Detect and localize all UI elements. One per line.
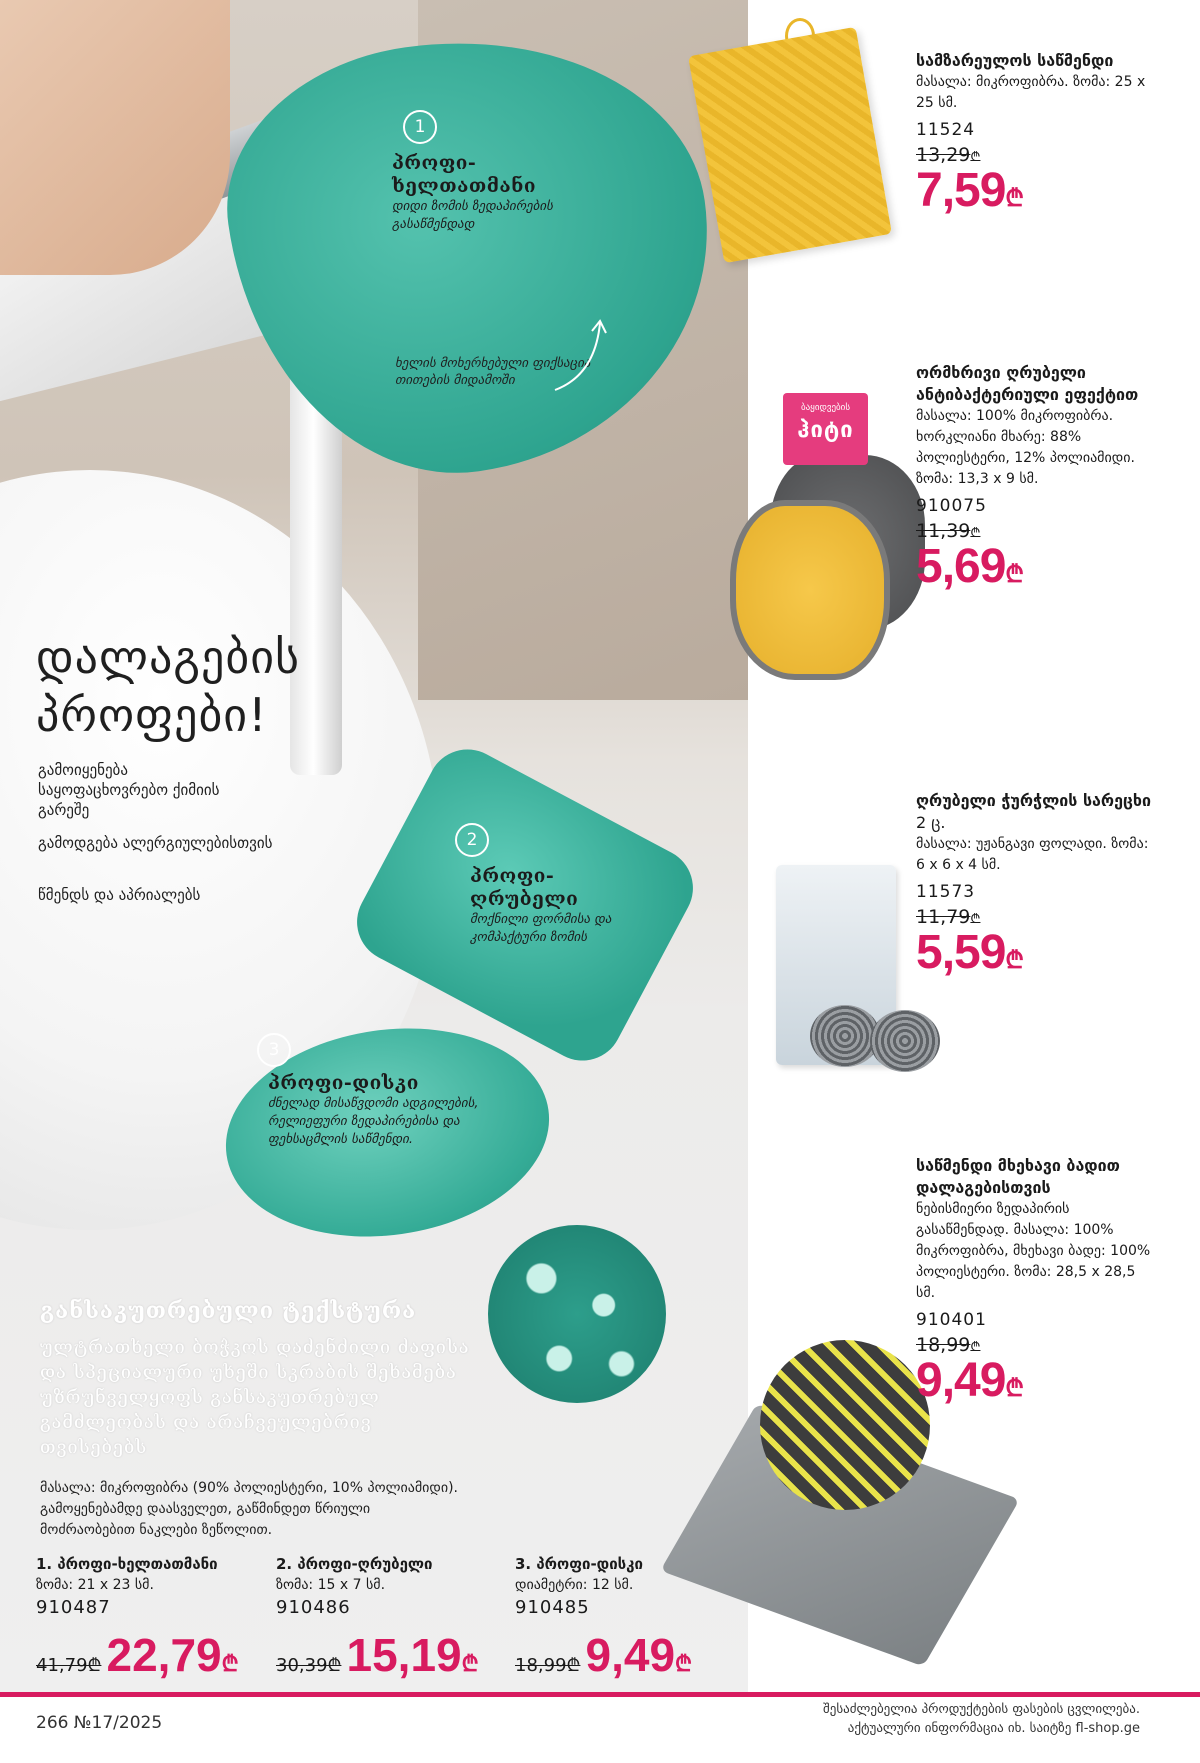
badge-main-text: ჰიტი — [797, 418, 854, 443]
hero-headline-line1: დალაგების — [36, 630, 301, 684]
product-desc: მასალა: უჟანგავი ფოლადი. ზომა: 6 x 6 x 4 სმ. — [916, 836, 1149, 873]
arrow-icon — [550, 315, 610, 395]
product-code: 910075 — [916, 496, 987, 516]
footer-note-line: შესაძლებელია პროდუქტების ფასების ცვლილება. — [823, 1702, 1140, 1717]
label-number-3: 3 — [257, 1033, 291, 1067]
label-sponge-desc: მოქნილი ფორმისა და კომპაქტური ზომის — [470, 912, 612, 945]
product-name: სამზარეულოს საწმენდი — [916, 51, 1114, 70]
benefit-item: წმენდს და აპრიალებს — [38, 886, 201, 904]
hand-image — [0, 0, 230, 275]
label-disc-name: პროფი-დისკი — [268, 1072, 419, 1094]
new-price: 22,79 — [106, 1629, 222, 1681]
bottom-product — [276, 1555, 432, 1618]
product-quantity: 2 ც. — [916, 813, 946, 832]
new-price-value: 5,69 — [916, 540, 1006, 593]
currency-symbol: ₾ — [566, 1655, 581, 1676]
product-price — [515, 1628, 692, 1682]
product-size: დიამეტრი: 12 სმ. — [515, 1577, 634, 1593]
label-number-1: 1 — [403, 110, 437, 144]
texture-title: განსაკუთრებული ტექსტურა — [40, 1298, 417, 1324]
old-price: 30,39 — [276, 1655, 328, 1676]
currency-symbol: ₾ — [87, 1655, 102, 1676]
currency-symbol: ₾ — [970, 912, 981, 927]
hand-note: ხელის მოხერხებული ფიქსაცია თითების მიდამოში — [395, 356, 591, 388]
hero-headline-line2: პროფები! — [36, 688, 268, 742]
new-price — [916, 1356, 1156, 1414]
label-disc-desc: ძნელად მისაწვდომი ადგილების, რელიეფური ზედაპირებისა და ფეხსაცმლის საწმენდი. — [268, 1096, 479, 1147]
old-price — [916, 144, 1156, 166]
old-price — [916, 1334, 1156, 1356]
old-price: 18,99 — [515, 1655, 567, 1676]
new-price-value: 7,59 — [916, 164, 1006, 217]
label-mitt-desc: დიდი ზომის ზედაპირების გასაწმენდად — [392, 199, 553, 232]
product-price — [36, 1628, 239, 1682]
page-number — [36, 1713, 162, 1733]
sponge-yellow-side-image — [730, 500, 890, 680]
old-price — [916, 520, 1156, 542]
product-size: ზომა: 15 x 7 სმ. — [276, 1577, 386, 1593]
product-name — [916, 790, 1156, 834]
material-text: მასალა: მიკროფიბრა (90% პოლიესტერი, 10% პოლიამიდი). გამოყენებამდე დაასველეთ, გაწმინდეთ წრიული მოძრაობებით ნაკლები ზეწოლით. — [40, 1480, 459, 1538]
old-price-value: 13,29 — [916, 144, 971, 166]
right-product — [916, 362, 1156, 600]
currency-symbol: ₾ — [1005, 1375, 1023, 1402]
product-name: 2. პროფი-ღრუბელი — [276, 1555, 433, 1573]
product-desc: ნებისმიერი ზედაპირის გასაწმენდად. მასალა: 100% მიკროფიბრა, მხეხავი ბადე: 100% პოლიესტერი. ზომა: 28,5 x 28,5 სმ. — [916, 1201, 1151, 1301]
benefit-item: გამოიყენება საყოფაცხოვრებო ქიმიის გარეშე — [38, 761, 220, 819]
old-price-value: 11,39 — [916, 520, 971, 542]
benefit-item: გამოდგება ალერგიულებისთვის — [38, 834, 273, 852]
product-name: საწმენდი მხეხავი ბადით დალაგებისთვის — [916, 1156, 1120, 1197]
currency-symbol: ₾ — [1005, 185, 1023, 212]
page-number-value: 266 — [36, 1713, 69, 1733]
footer-note — [823, 1700, 1140, 1738]
texture-closeup-image — [488, 1225, 666, 1403]
right-product — [916, 50, 1156, 224]
old-price: 41,79 — [36, 1655, 88, 1676]
label-sponge-name: პროფი-ღრუბელი — [470, 865, 579, 910]
product-code: 910486 — [276, 1597, 351, 1618]
currency-symbol: ₾ — [970, 526, 981, 541]
currency-symbol: ₾ — [1005, 561, 1023, 588]
product-name-text: ღრუბელი ჭურჭლის სარეცხი — [916, 791, 1151, 810]
mesh-closeup-image — [760, 1340, 930, 1510]
issue-number: №17/2025 — [73, 1713, 163, 1733]
product-desc: მასალა: მიკროფიბრა. ზომა: 25 x 25 სმ. — [916, 74, 1146, 111]
label-number-2: 2 — [455, 823, 489, 857]
currency-symbol: ₾ — [327, 1655, 342, 1676]
currency-symbol: ₾ — [970, 1340, 981, 1355]
right-product — [916, 790, 1156, 986]
old-price-value: 18,99 — [916, 1334, 971, 1356]
new-price: 15,19 — [346, 1629, 462, 1681]
kitchen-cloth-image — [688, 27, 892, 263]
product-code: 11573 — [916, 882, 976, 902]
hero-headline — [36, 628, 300, 744]
product-name: ორმხრივი ღრუბელი ანტიბაქტერიული ეფექტით — [916, 363, 1139, 404]
product-size: ზომა: 21 x 23 სმ. — [36, 1577, 154, 1593]
new-price-value: 5,59 — [916, 926, 1006, 979]
product-code: 910487 — [36, 1597, 111, 1618]
currency-symbol: ₾ — [1005, 947, 1023, 974]
label-sponge — [470, 865, 655, 947]
footer-note-line: აქტუალური ინფორმაცია იხ. საიტზე fl-shop.ge — [847, 1721, 1140, 1736]
bottom-product — [36, 1555, 218, 1618]
new-price — [916, 166, 1156, 224]
new-price — [916, 542, 1156, 600]
right-product — [916, 1155, 1156, 1414]
texture-text: ულტრათხელი ბოჭკოს დაძენძილი ძაფისა და სპეციალური უხეში სკრაბის შეხამება უზრუნველყოფს განსაკუთრებულ გამძლეობას და არაჩვეულებრივ თვისებებს — [40, 1337, 470, 1458]
new-price — [916, 928, 1156, 986]
product-code: 11524 — [916, 120, 976, 140]
bottom-product — [515, 1555, 643, 1618]
product-name: 3. პროფი-დისკი — [515, 1555, 643, 1573]
currency-symbol: ₾ — [461, 1651, 479, 1676]
new-price-value: 9,49 — [916, 1354, 1006, 1407]
old-price — [916, 906, 1156, 928]
currency-symbol: ₾ — [970, 150, 981, 165]
product-desc: მასალა: 100% მიკროფიბრა. ხორკლიანი მხარე: 88% პოლიესტერი, 12% პოლიამიდი. ზომა: 13,3 x 9 სმ. — [916, 408, 1135, 487]
product-name: 1. პროფი-ხელთათმანი — [36, 1555, 218, 1573]
product-code: 910485 — [515, 1597, 590, 1618]
currency-symbol: ₾ — [675, 1651, 693, 1676]
label-mitt — [392, 152, 612, 234]
old-price-value: 11,79 — [916, 906, 971, 928]
new-price: 9,49 — [585, 1629, 676, 1681]
footer-divider — [0, 1692, 1200, 1697]
label-mitt-name: პროფი-ხელთათმანი — [392, 152, 536, 197]
product-code: 910401 — [916, 1310, 987, 1330]
bestseller-badge — [783, 393, 868, 465]
currency-symbol: ₾ — [221, 1651, 239, 1676]
steel-scrubber-image — [870, 1010, 940, 1072]
badge-top-text: ბაყიდვების — [800, 403, 851, 413]
label-disc — [268, 1072, 488, 1149]
product-price — [276, 1628, 479, 1682]
